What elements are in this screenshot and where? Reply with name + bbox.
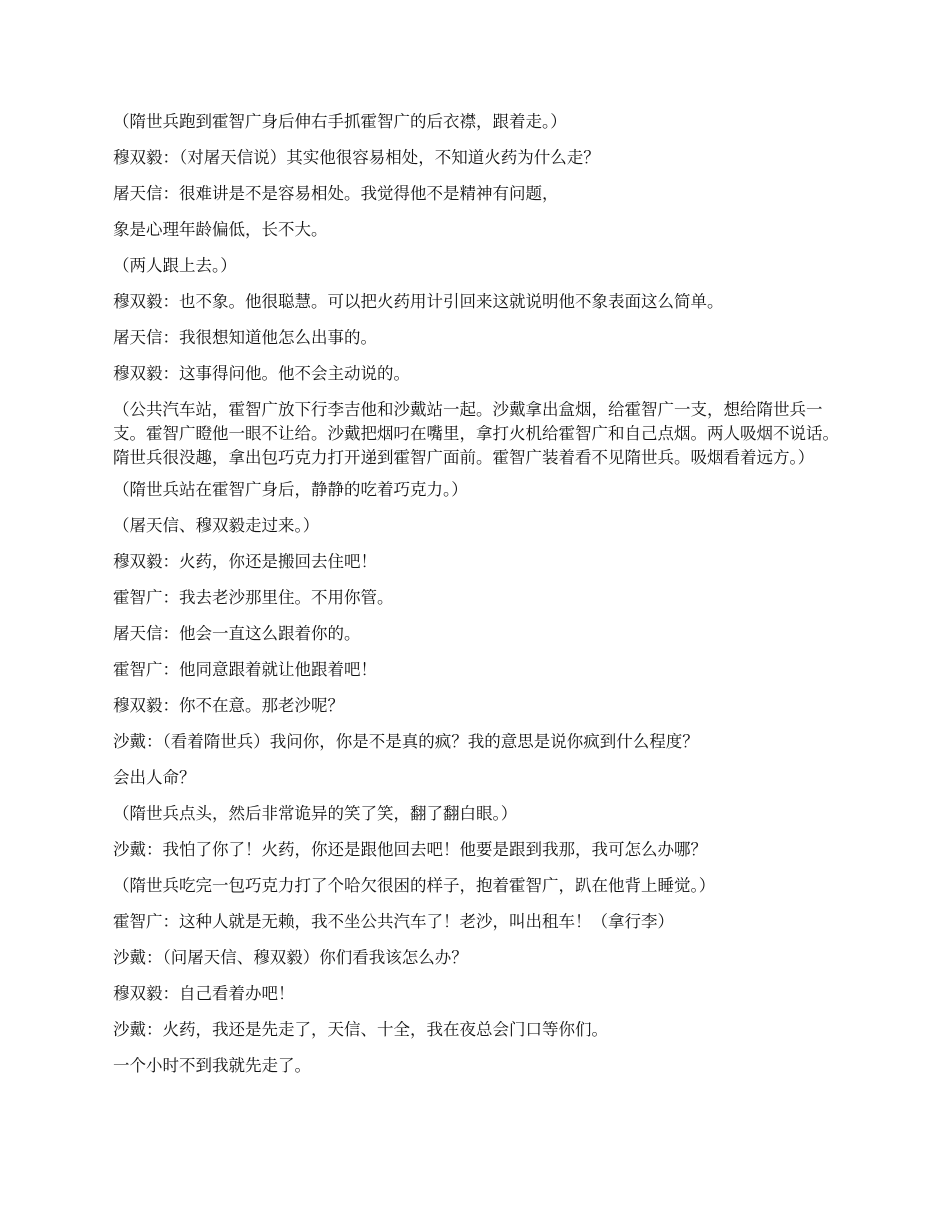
dialogue-line: 穆双毅：也不象。他很聪慧。可以把火药用计引回来这就说明他不象表面这么简单。 — [113, 292, 724, 311]
stage-direction: （隋世兵站在霍智广身后，静静的吃着巧克力。） — [113, 480, 468, 499]
dialogue-line: 穆双毅：（对屠天信说）其实他很容易相处，不知道火药为什么走？ — [113, 148, 600, 167]
stage-direction: （隋世兵吃完一包巧克力打了个哈欠很困的样子，抱着霍智广，趴在他背上睡觉。） — [113, 876, 716, 895]
dialogue-line: 穆双毅：火药，你还是搬回去住吧！ — [113, 552, 377, 571]
stage-direction: （隋世兵点头，然后非常诡异的笑了笑，翻了翻白眼。） — [113, 804, 518, 823]
dialogue-line: 霍智广：他同意跟着就让他跟着吧！ — [113, 660, 377, 679]
dialogue-line: 沙戴：（问屠天信、穆双毅）你们看我该怎么办？ — [113, 948, 468, 967]
stage-direction: （隋世兵跑到霍智广身后伸右手抓霍智广的后衣襟，跟着走。） — [113, 112, 567, 131]
dialogue-line: 沙戴：火药，我还是先走了，天信、十全，我在夜总会门口等你们。 — [113, 1020, 608, 1039]
dialogue-line: 霍智广：这种人就是无赖，我不坐公共汽车了！老沙，叫出租车！（拿行李） — [113, 912, 674, 931]
dialogue-continuation: 象是心理年龄偏低，长不大。 — [113, 220, 328, 239]
dialogue-line: 霍智广：我去老沙那里住。不用你管。 — [113, 588, 394, 607]
stage-direction: （公共汽车站，霍智广放下行李吉他和沙戴站一起。沙戴拿出盒烟，给霍智广一支，想给隋世兵一支。霍智广瞪他一眼不让给。沙戴把烟叼在嘴里，拿打火机给霍智广和自己点烟。两人吸烟不说话。隋世兵很没趣，拿出包巧克力打开递到霍智广面前。霍智广装着看不见隋世兵。吸烟看着远方。） — [113, 400, 839, 467]
dialogue-continuation: 会出人命？ — [113, 768, 196, 787]
dialogue-line: 沙戴：我怕了你了！火药，你还是跟他回去吧！他要是跟到我那，我可怎么办哪？ — [113, 840, 707, 859]
dialogue-line: 沙戴：（看着隋世兵）我问你，你是不是真的疯？我的意思是说你疯到什么程度？ — [113, 732, 699, 751]
dialogue-line: 屠天信：我很想知道他怎么出事的。 — [113, 328, 377, 347]
dialogue-line: 穆双毅：这事得问他。他不会主动说的。 — [113, 364, 410, 383]
stage-direction: （两人跟上去。） — [113, 256, 237, 275]
dialogue-line: 屠天信：很难讲是不是容易相处。我觉得他不是精神有问题， — [113, 184, 559, 203]
stage-direction: （屠天信、穆双毅走过来。） — [113, 516, 320, 535]
dialogue-line: 穆双毅：自己看着办吧！ — [113, 984, 295, 1003]
script-text-body — [113, 110, 843, 1090]
dialogue-line: 穆双毅：你不在意。那老沙呢？ — [113, 696, 344, 715]
dialogue-line: 屠天信：他会一直这么跟着你的。 — [113, 624, 361, 643]
dialogue-continuation: 一个小时不到我就先走了。 — [113, 1056, 311, 1075]
